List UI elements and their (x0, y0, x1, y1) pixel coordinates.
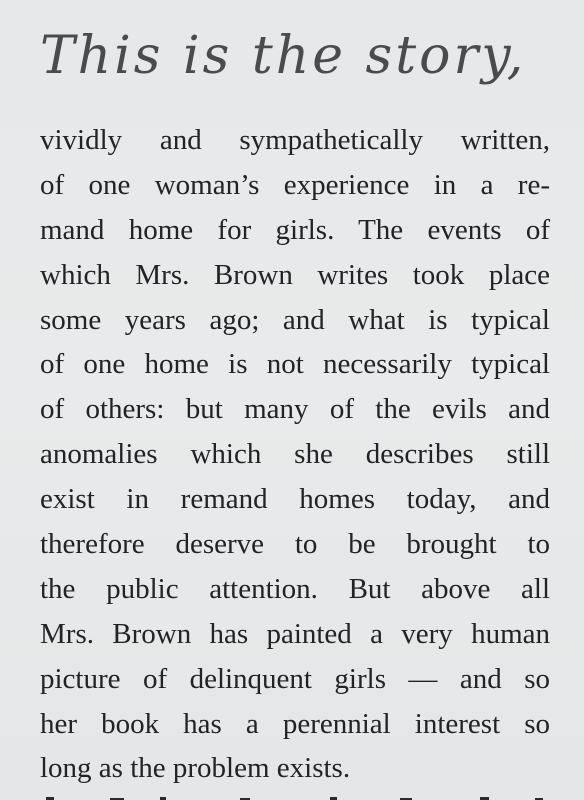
text-line: anomalies which she describes still (40, 438, 550, 471)
text-line: her book has a perennial interest so (40, 707, 550, 740)
blurb-paragraph (40, 118, 550, 791)
text-line: picture of delinquent girls — and so (40, 662, 550, 695)
text-line: of one home is not necessarily typical (40, 348, 550, 381)
headline: This is the story, (40, 26, 527, 86)
text-line: therefore deserve to be brought to (40, 528, 550, 561)
text-line: Mrs. Brown has painted a very human (40, 617, 550, 650)
text-line: long as the problem exists. (40, 752, 351, 785)
text-line: some years ago; and what is typical (40, 303, 550, 336)
text-line: exist in remand homes today, and (40, 483, 550, 516)
text-line: of others: but many of the evils and (40, 393, 550, 426)
text-line: vividly and sympathetically written, (40, 124, 550, 156)
cropped-next-line (40, 790, 550, 800)
text-line: mand home for girls. The events of (40, 213, 550, 246)
text-line: the public attention. But above all (40, 572, 550, 605)
text-line: of one woman’s experience in a re- (40, 168, 550, 201)
text-line: which Mrs. Brown writes took place (40, 258, 550, 291)
